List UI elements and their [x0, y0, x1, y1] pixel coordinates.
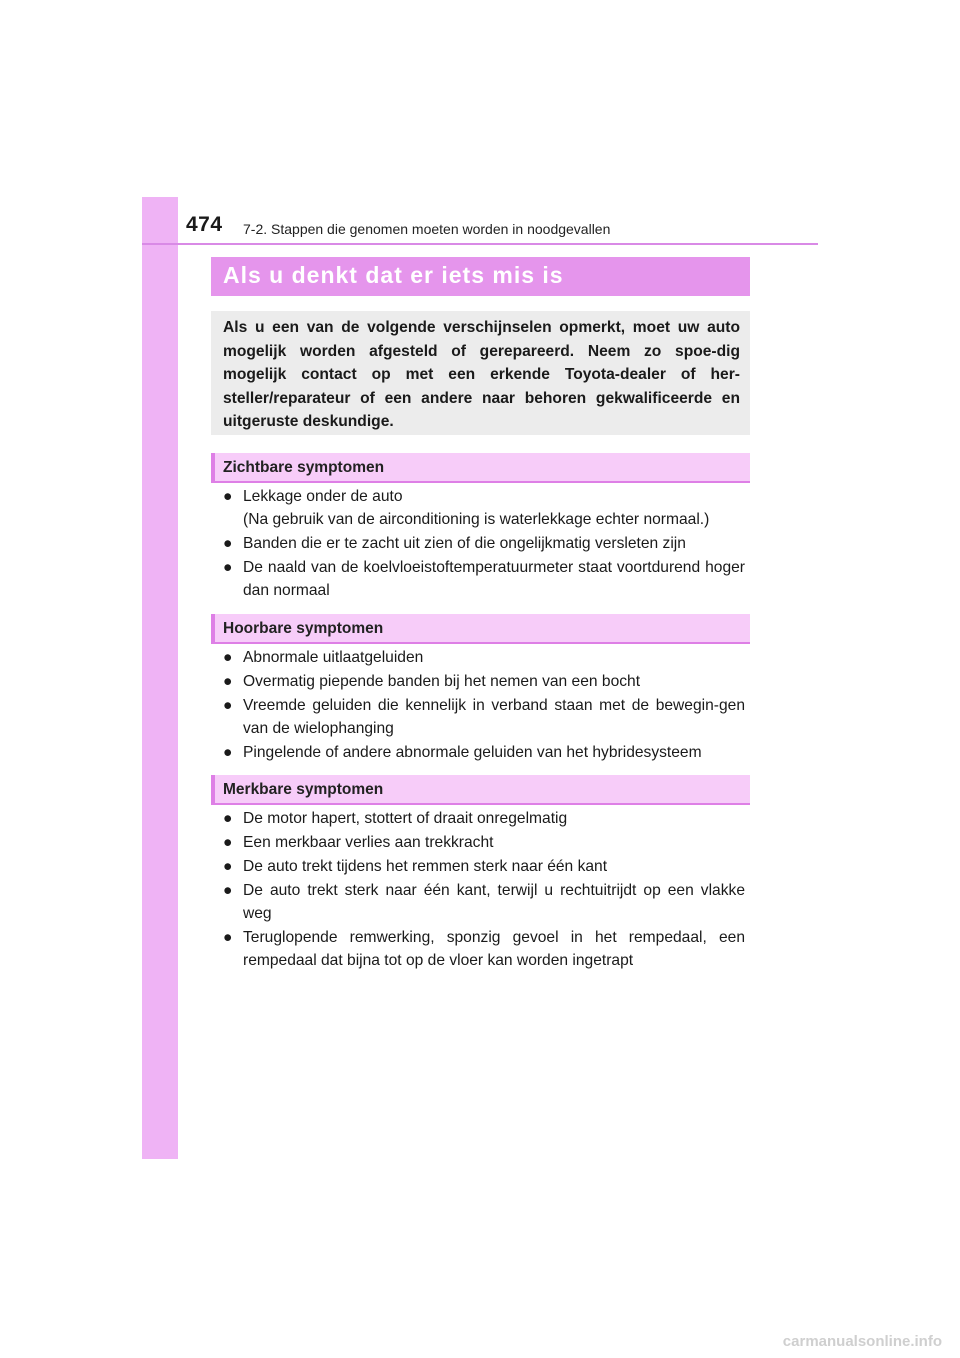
list-item [223, 532, 745, 555]
list-item-text: De auto trekt tijdens het remmen sterk naar één kant [243, 858, 608, 875]
visible-symptoms-list [223, 485, 745, 603]
list-item-note: (Na gebruik van de airconditioning is waterlekkage echter normaal.) [243, 511, 710, 528]
list-item-text: Lekkage onder de auto [243, 488, 403, 505]
list-item-text: Pingelende of andere abnormale geluiden van het hybridesysteem [243, 744, 702, 761]
section-path: 7-2. Stappen die genomen moeten worden in noodgevallen [243, 221, 611, 237]
bullet-icon: ● [223, 810, 233, 827]
list-item [223, 556, 745, 602]
section-heading: Zichtbare symptomen [223, 459, 385, 476]
noticeable-symptoms-list [223, 807, 745, 973]
bullet-icon: ● [223, 929, 233, 946]
list-item-text: De motor hapert, stottert of draait onregelmatig [243, 810, 568, 827]
section-heading: Merkbare symptomen [223, 781, 384, 798]
list-item-text: De auto trekt sterk naar één kant, terwijl u rechtuitrijdt op een vlakke weg [243, 882, 745, 922]
audible-symptoms-list [223, 646, 745, 765]
chapter-side-tab [142, 197, 178, 1159]
list-item-text: De naald van de koelvloeistoftemperatuurmeter staat voortdurend hoger dan normaal [243, 559, 745, 599]
list-item-text: Een merkbaar verlies aan trekkracht [243, 834, 494, 851]
list-item [223, 807, 745, 830]
bullet-icon: ● [223, 697, 233, 714]
page-title: Als u denkt dat er iets mis is [223, 262, 564, 288]
list-item [223, 485, 745, 531]
list-item [223, 926, 745, 972]
bullet-icon: ● [223, 744, 233, 761]
page-title-bar [211, 257, 750, 296]
bullet-icon: ● [223, 535, 233, 552]
list-item [223, 831, 745, 854]
bullet-icon: ● [223, 559, 233, 576]
list-item [223, 741, 745, 764]
footer-watermark: carmanualsonline.info [782, 1333, 942, 1350]
list-item [223, 670, 745, 693]
page-number: 474 [186, 213, 223, 236]
bullet-icon: ● [223, 834, 233, 851]
section-header-visible [211, 453, 750, 483]
bullet-icon: ● [223, 649, 233, 666]
list-item [223, 694, 745, 740]
intro-box: Als u een van de volgende verschijnselen opmerkt, moet uw auto mogelijk worden afgesteld of gerepareerd. Neem zo spoe-dig mogelijk contact op met een erkende Toyota-dealer of her-steller/reparateur of een andere naar behoren gekwalificeerde en uitgeruste deskundige. [211, 311, 750, 435]
section-header-noticeable [211, 775, 750, 805]
list-item [223, 879, 745, 925]
list-item-text: Overmatig piepende banden bij het nemen van een bocht [243, 673, 641, 690]
list-item-text: Abnormale uitlaatgeluiden [243, 649, 424, 666]
header-rule [142, 243, 818, 245]
section-heading: Hoorbare symptomen [223, 620, 384, 637]
list-item [223, 855, 745, 878]
bullet-icon: ● [223, 488, 233, 505]
bullet-icon: ● [223, 882, 233, 899]
list-item-text: Teruglopende remwerking, sponzig gevoel in het rempedaal, een rempedaal dat bijna tot op de vloer kan worden ingetrapt [243, 929, 745, 969]
list-item [223, 646, 745, 669]
list-item-text: Vreemde geluiden die kennelijk in verband staan met de bewegin-gen van de wielophanging [243, 697, 745, 737]
section-header-audible [211, 614, 750, 644]
bullet-icon: ● [223, 673, 233, 690]
bullet-icon: ● [223, 858, 233, 875]
list-item-text: Banden die er te zacht uit zien of die ongelijkmatig versleten zijn [243, 535, 686, 552]
